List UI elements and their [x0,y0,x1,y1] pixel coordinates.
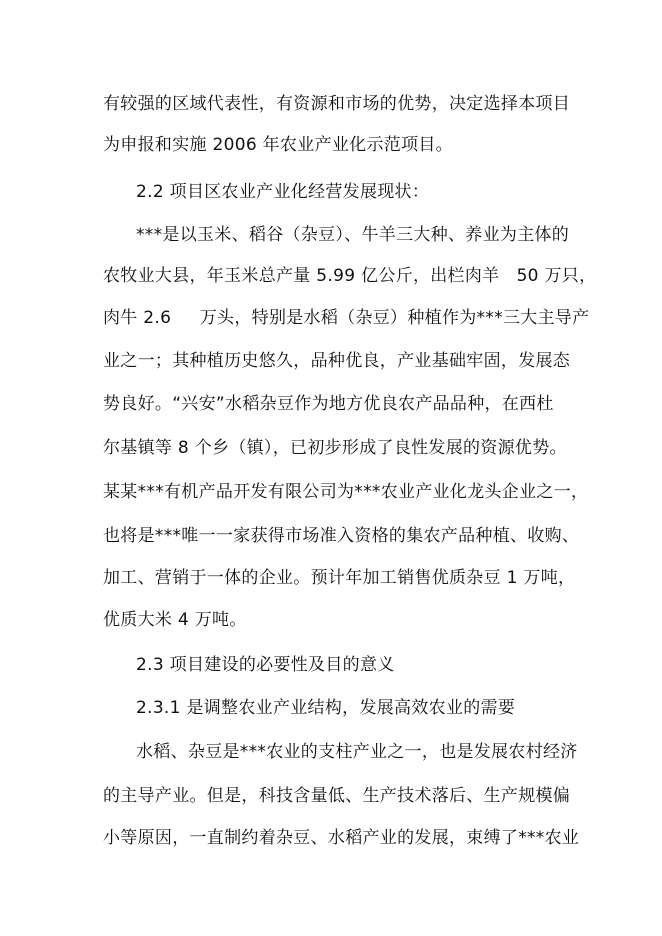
paragraph-line: 为申报和实施 2006 年农业产业化示范项目。 [103,135,453,155]
paragraph-line: 加工、营销于一体的企业。预计年加工销售优质杂豆 1 万吨， [103,568,576,588]
paragraph-line: 的主导产业。但是，科技含量低、生产技术落后、生产规模偏 [103,786,571,806]
paragraph-line: 有较强的区域代表性，有资源和市场的优势，决定选择本项目 [103,94,571,114]
paragraph-line: ***是以玉米、稻谷（杂豆）、牛羊三大种、养业为主体的 [136,225,570,245]
paragraph-line: 尔基镇等 8 个乡（镇），已初步形成了良性发展的资源优势。 [103,438,567,458]
paragraph-line: 肉牛 2.6 万头，特别是水稻（杂豆）种植作为***三大主导产 [103,308,590,328]
paragraph-line: 势良好。“兴安”水稻杂豆作为地方优良农产品品种，在西杜 [103,394,554,414]
paragraph-line: 水稻、杂豆是***农业的支柱产业之一，也是发展农村经济 [136,742,578,762]
paragraph-line: 优质大米 4 万吨。 [103,610,247,630]
section-heading-2-2: 2.2 项目区农业产业化经营发展现状： [136,182,430,202]
paragraph-line: 也将是***唯一一家获得市场准入资格的集农产品种植、收购、 [103,526,580,546]
section-heading-2-3: 2.3 项目建设的必要性及目的意义 [136,655,395,675]
subsection-heading-2-3-1: 2.3.1 是调整农业产业结构，发展高效农业的需要 [136,698,516,718]
paragraph-line: 某某***有机产品开发有限公司为***农业产业化龙头企业之一， [103,482,589,502]
paragraph-line: 小等原因，一直制约着杂豆、水稻产业的发展，束缚了***农业 [103,828,580,848]
paragraph-line: 农牧业大县，年玉米总产量 5.99 亿公斤，出栏肉羊 50 万只， [103,266,597,286]
paragraph-line: 业之一；其种植历史悠久，品种优良，产业基础牢固，发展态 [103,351,571,371]
